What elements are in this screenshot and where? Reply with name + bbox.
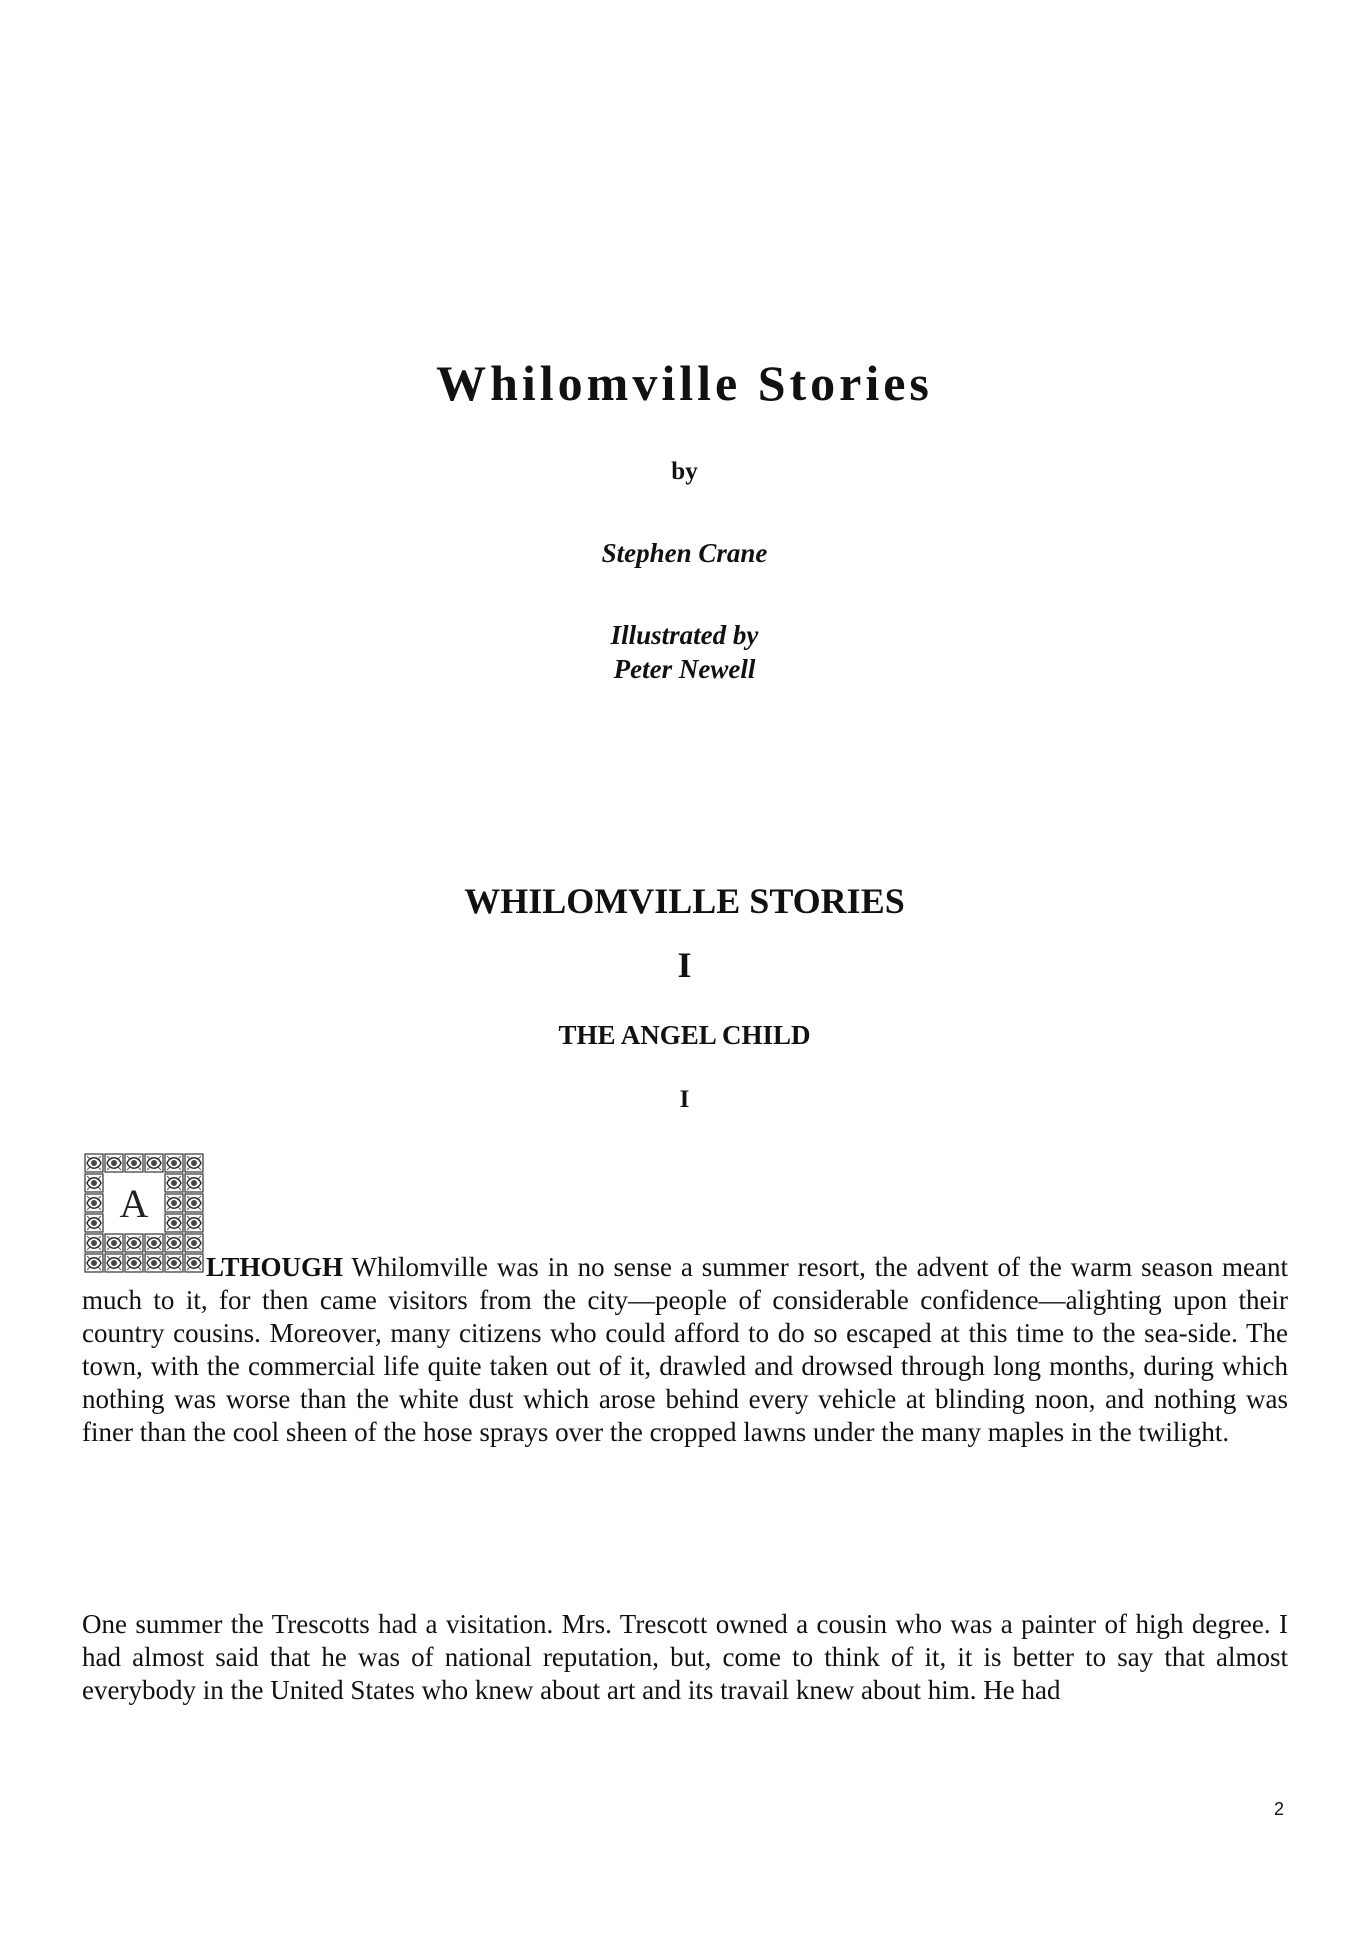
paragraph-1-lead-word: LTHOUGH — [206, 1252, 344, 1282]
book-heading: WHILOMVILLE STORIES — [464, 881, 905, 921]
illustrator-name: Peter Newell — [613, 654, 756, 684]
page-number: 2 — [1273, 1799, 1284, 1819]
paragraph-2: One summer the Trescotts had a visitation. Mrs. Trescott owned a cousin who was a painter of high degree. I had almost said that he was of national reputation, but, come to think of it, it is better to say that almost everybody in the United States who knew about art and its travail knew about him. He had — [82, 1609, 1288, 1705]
paragraph-1-text: Whilomville was in no sense a summer resort, the advent of the warm season meant much to it, for then came visitors from the city—people of considerable confidence—alighting upon their country cousins. Moreover, many citizens who could afford to do so escaped at this time to the sea-side. The town, with the commercial life quite taken out of it, drawled and drowsed through long months, during which nothing was worse than the white dust which arose behind every vehicle at blinding noon, and nothing was finer than the cool sheen of the hose sprays over the cropped lawns under the many maples in the twilight. — [82, 1252, 1288, 1447]
drop-cap-letter: A — [119, 1181, 149, 1226]
paragraph-1 — [82, 1251, 1288, 1449]
by-line: by — [671, 458, 698, 485]
illustrated-by-label: Illustrated by — [610, 620, 759, 650]
part-numeral: I — [677, 945, 692, 985]
author-name: Stephen Crane — [601, 538, 768, 568]
illustrator-credit — [0, 618, 1369, 686]
story-title: THE ANGEL CHILD — [558, 1020, 811, 1050]
book-title: Whilomville Stories — [436, 355, 933, 411]
chapter-numeral: I — [679, 1086, 690, 1113]
